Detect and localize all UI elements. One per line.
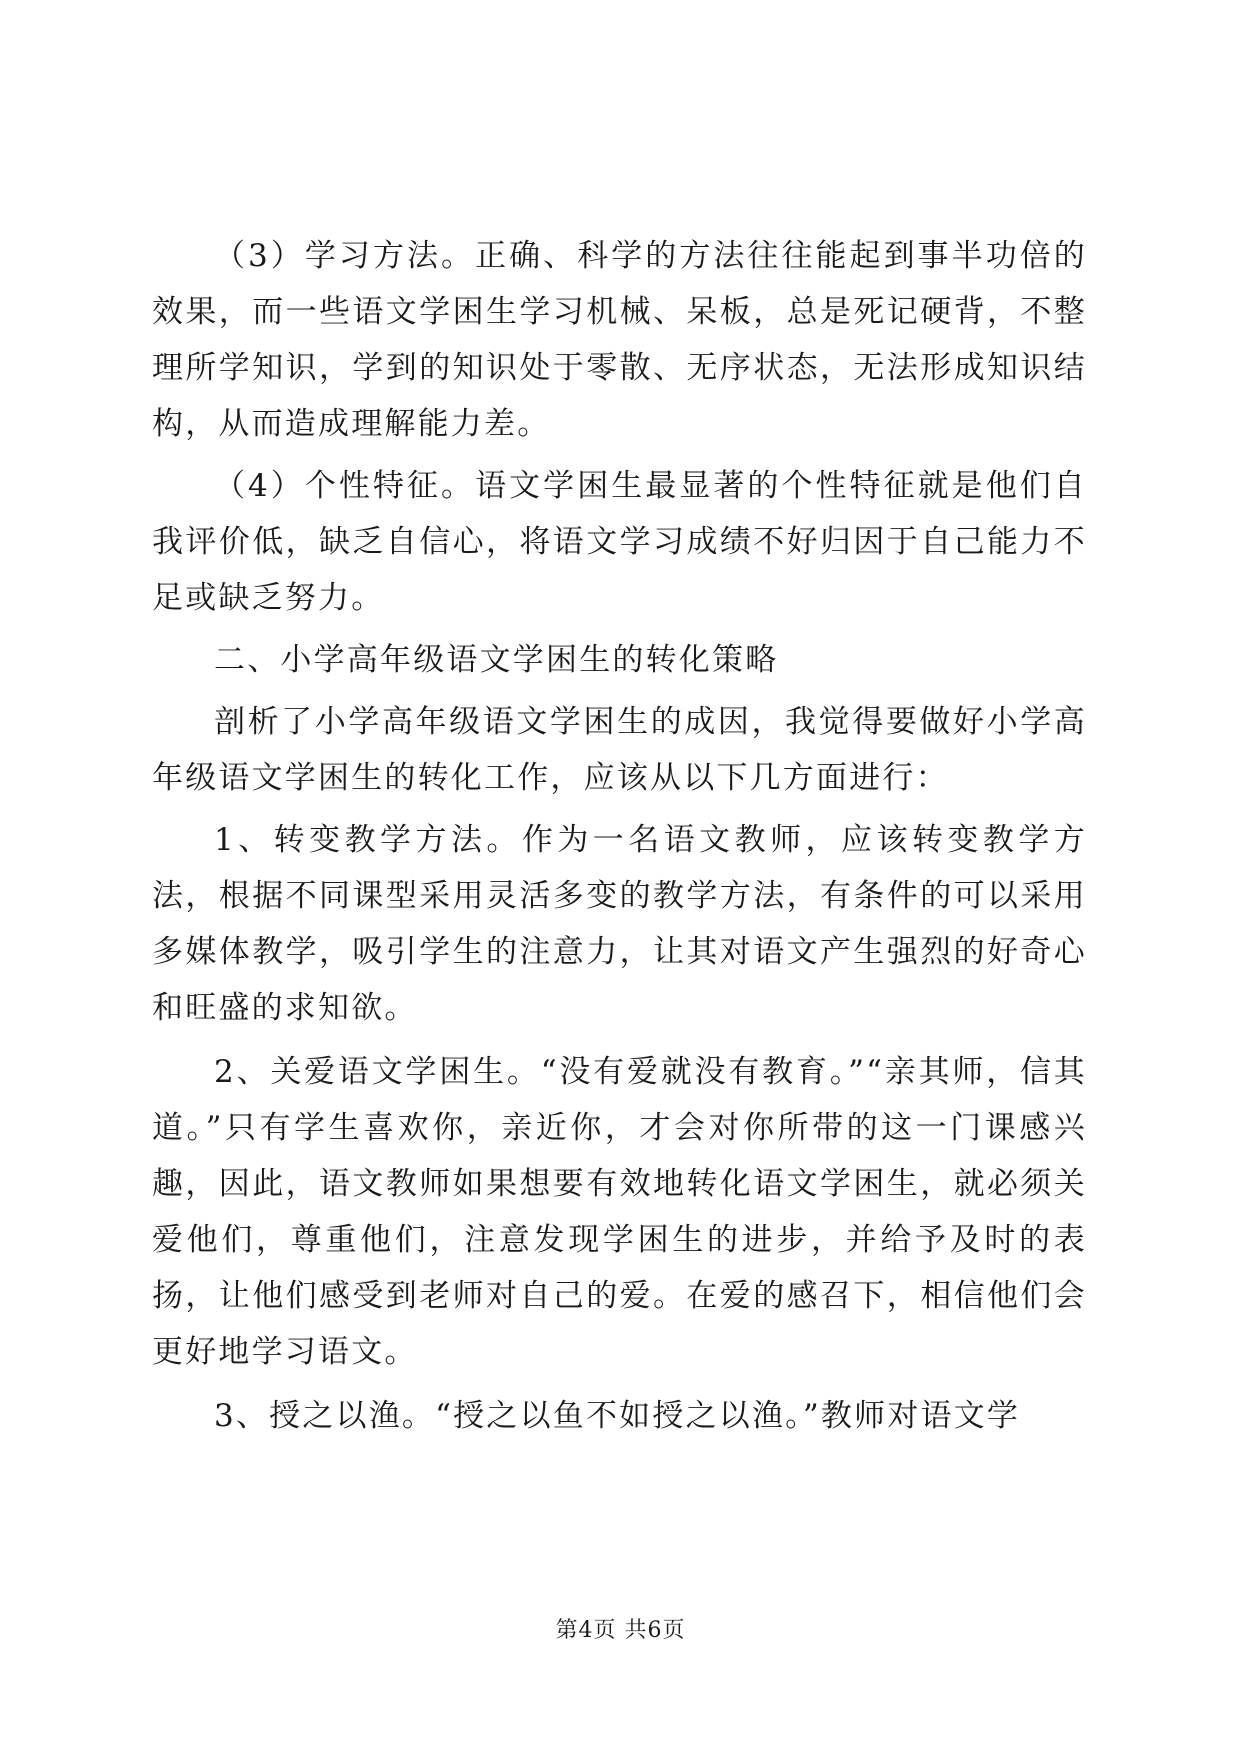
paragraph-care-students: 2、关爱语文学困生。“没有爱就没有教育。”“亲其师，信其道。”只有学生喜欢你，亲近你，才会对你所带的这一门课感兴趣，因此，语文教师如果想要有效地转化语文学困生，就必须关爱他们，尊重他们，注意发现学困生的进步，并给予及时的表扬，让他们感受到老师对自己的爱。在爱的感召下，相信他们会更好地学习语文。 bbox=[152, 1054, 1087, 1370]
section-heading-strategies: 二、小学高年级语文学困生的转化策略 bbox=[214, 642, 779, 678]
page-number-footer: 第4页 共6页 bbox=[555, 1618, 686, 1643]
paragraph-personality-traits: （4）个性特征。语文学困生最显著的个性特征就是他们自我评价低，缺乏自信心，将语文学习成绩不好归因于自己能力不足或缺乏努力。 bbox=[152, 468, 1087, 616]
paragraph-learning-method: （3）学习方法。正确、科学的方法往往能起到事半功倍的效果，而一些语文学困生学习机械、呆板，总是死记硬背，不整理所学知识，学到的知识处于零散、无序状态，无法形成知识结构，从而造成理解能力差。 bbox=[152, 238, 1087, 442]
paragraph-intro-strategies: 剖析了小学高年级语文学困生的成因，我觉得要做好小学高年级语文学困生的转化工作，应该从以下几方面进行： bbox=[152, 704, 1087, 796]
paragraph-teaching-method: 1、转变教学方法。作为一名语文教师，应该转变教学方法，根据不同课型采用灵活多变的教学方法，有条件的可以采用多媒体教学，吸引学生的注意力，让其对语文产生强烈的好奇心和旺盛的求知欲。 bbox=[152, 822, 1087, 1026]
document-body bbox=[152, 228, 1087, 1444]
paragraph-teach-fishing: 3、授之以渔。“授之以鱼不如授之以渔。”教师对语文学 bbox=[214, 1398, 1021, 1434]
